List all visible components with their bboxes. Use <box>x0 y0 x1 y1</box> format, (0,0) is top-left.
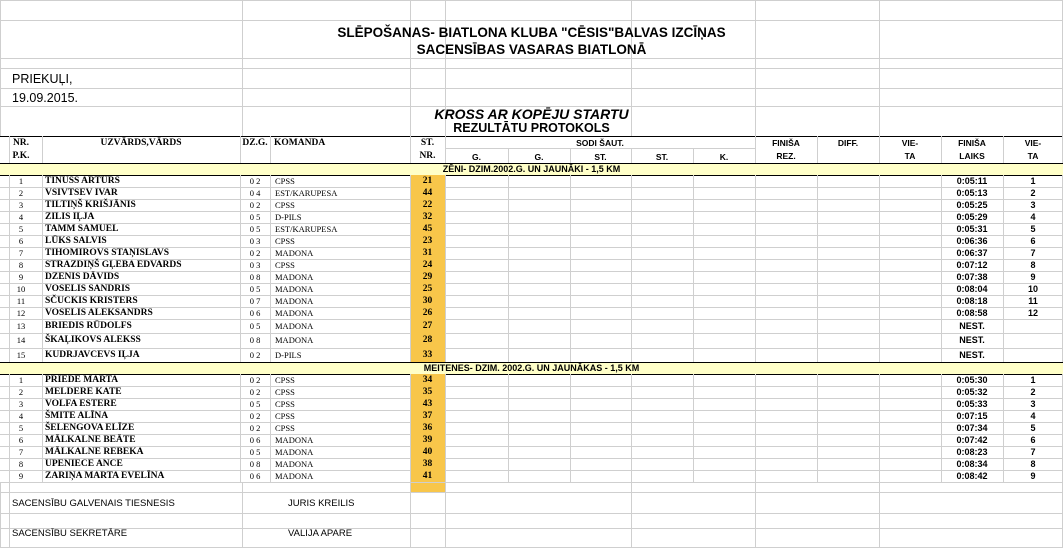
grid-line <box>410 482 411 547</box>
athlete-name: LŪKS SALVIS <box>45 236 107 246</box>
row-number: 1 <box>18 176 24 186</box>
column-divider <box>941 175 942 362</box>
column-header-vieta1: VIE- <box>1024 138 1042 148</box>
table-row <box>0 175 1063 187</box>
finish-time: 0:08:34 <box>956 459 988 469</box>
birth-year: 0 5 <box>249 447 261 457</box>
column-divider <box>240 374 241 482</box>
finish-time: 0:05:11 <box>956 176 988 186</box>
athlete-name: UPENIECE ANCE <box>45 459 123 469</box>
column-divider <box>879 175 880 362</box>
birth-year: 0 5 <box>249 321 261 331</box>
athlete-name: ŠMITE ALĪNA <box>45 411 109 421</box>
row-number: 12 <box>16 308 26 318</box>
grid-line <box>0 482 1063 483</box>
row-number: 13 <box>16 321 26 331</box>
finish-time: 0:08:42 <box>956 471 988 481</box>
start-number: 27 <box>422 321 433 331</box>
place: 1 <box>1030 176 1036 186</box>
table-row <box>0 223 1063 235</box>
table-row <box>0 271 1063 283</box>
athlete-name: VOSELIS SANDRIS <box>45 284 131 294</box>
column-header-nr2: P.K. <box>12 151 30 161</box>
place: 2 <box>1030 188 1036 198</box>
row-number: 8 <box>18 459 24 469</box>
birth-year: 0 8 <box>249 459 261 469</box>
athlete-name: STRAZDIŅŠ GĻEBA EDVARDS <box>45 260 182 270</box>
table-row <box>0 199 1063 211</box>
column-header-ftime1: FINIŠA <box>958 138 986 148</box>
place: 5 <box>1030 224 1036 234</box>
column-divider <box>693 374 694 482</box>
athlete-name: ZARIŅA MARTA EVELĪNA <box>45 471 165 481</box>
column-header-nr1: NR. <box>12 138 30 148</box>
team-name: CPSS <box>275 399 295 409</box>
table-row <box>0 446 1063 458</box>
start-number: 29 <box>422 272 433 282</box>
start-number: 26 <box>422 308 433 318</box>
birth-year: 0 3 <box>249 236 261 246</box>
column-header-name: UZVĀRDS,VĀRDS <box>100 138 182 148</box>
column-header-g2: G. <box>534 152 544 162</box>
finish-time: 0:07:15 <box>956 411 988 421</box>
start-number: 35 <box>422 387 433 397</box>
team-name: CPSS <box>275 375 295 385</box>
start-number: 40 <box>422 447 433 457</box>
athlete-name: SČUCKIS KRISTERS <box>45 296 138 306</box>
grid-line <box>9 482 10 547</box>
team-name: MADONA <box>275 471 314 481</box>
row-number: 11 <box>16 296 26 306</box>
column-divider <box>570 374 571 482</box>
column-header-place2: TA <box>904 151 916 161</box>
team-name: CPSS <box>275 411 295 421</box>
penalty-sub-border <box>445 148 755 149</box>
birth-year: 0 6 <box>249 471 261 481</box>
birth-year: 0 6 <box>249 308 261 318</box>
start-number: 30 <box>422 296 433 306</box>
column-divider <box>631 374 632 482</box>
row-number: 6 <box>18 236 24 246</box>
start-number: 44 <box>422 188 433 198</box>
birth-year: 0 5 <box>249 399 261 409</box>
birth-year: 0 2 <box>249 200 261 210</box>
date-text: 19.09.2015. <box>12 91 79 105</box>
place: 5 <box>1030 423 1036 433</box>
finish-time: 0:07:12 <box>956 260 988 270</box>
grid-line <box>631 482 632 547</box>
team-name: CPSS <box>275 423 295 433</box>
table-row <box>0 470 1063 482</box>
finish-time: 0:07:38 <box>956 272 988 282</box>
row-number: 5 <box>18 224 24 234</box>
column-header-finish2: REZ. <box>776 151 796 161</box>
athlete-name: PRIEDE MARTA <box>45 375 119 385</box>
place: 3 <box>1030 399 1036 409</box>
table-row <box>0 235 1063 247</box>
place: 9 <box>1030 272 1036 282</box>
place: 11 <box>1028 296 1038 306</box>
grid-line <box>755 482 756 547</box>
table-row <box>0 259 1063 271</box>
place: 12 <box>1027 308 1038 318</box>
team-name: MADONA <box>275 459 314 469</box>
column-divider <box>445 175 446 362</box>
team-name: EST/KARUPESA <box>275 224 338 234</box>
table-row <box>0 434 1063 446</box>
row-number: 5 <box>18 423 24 433</box>
row-number: 7 <box>18 447 24 457</box>
official-role: SACENSĪBU SEKRETĀRE <box>12 528 128 539</box>
birth-year: 0 2 <box>249 387 261 397</box>
column-header-st2: NR. <box>419 151 436 161</box>
column-divider <box>570 175 571 362</box>
team-name: MADONA <box>275 435 314 445</box>
column-header-penalty: SODI ŠAUT. <box>576 138 624 148</box>
place: 8 <box>1030 260 1036 270</box>
place: 7 <box>1030 447 1036 457</box>
birth-year: 0 2 <box>249 411 261 421</box>
column-header-vieta2: TA <box>1027 151 1039 161</box>
column-header-diff: DIFF. <box>837 138 859 148</box>
column-divider <box>410 374 411 482</box>
athlete-name: VOLFA ESTERE <box>45 399 117 409</box>
birth-year: 0 8 <box>249 272 261 282</box>
start-number: 33 <box>422 350 433 360</box>
team-name: MADONA <box>275 447 314 457</box>
table-row <box>0 333 1063 348</box>
column-header-team: KOMANDA <box>274 138 326 148</box>
column-header-ftime2: LAIKS <box>959 151 985 161</box>
column-divider <box>445 374 446 482</box>
official-name: VALIJA APARE <box>288 528 353 539</box>
group-header-label: ZĒNI- DZIM.2002.G. UN JAUNĀKI - 1,5 KM <box>442 164 621 174</box>
column-divider <box>755 374 756 482</box>
column-divider <box>410 175 411 362</box>
start-number: 39 <box>422 435 433 445</box>
athlete-name: VOSELIS ALEKSANDRS <box>45 308 153 318</box>
column-divider <box>1003 175 1004 362</box>
team-name: MADONA <box>275 321 314 331</box>
row-number: 4 <box>18 212 24 222</box>
column-header-st-b: ST. <box>655 152 669 162</box>
start-number: 25 <box>422 284 433 294</box>
team-name: MADONA <box>275 248 314 258</box>
table-row <box>0 307 1063 319</box>
table-row <box>0 458 1063 470</box>
team-name: MADONA <box>275 272 314 282</box>
row-number: 3 <box>18 200 24 210</box>
grid-line <box>445 482 446 547</box>
athlete-name: TAMM SAMUEL <box>45 224 119 234</box>
start-number: 21 <box>422 176 433 186</box>
grid-line <box>0 20 1063 21</box>
finish-time: 0:06:36 <box>956 236 988 246</box>
team-name: CPSS <box>275 200 295 210</box>
start-number: 43 <box>422 399 433 409</box>
grid-line <box>242 482 243 547</box>
start-number: 31 <box>422 248 433 258</box>
row-number: 6 <box>18 435 24 445</box>
header-top-border <box>0 136 1063 137</box>
column-header-place1: VIE- <box>901 138 919 148</box>
finish-time: 0:08:18 <box>956 296 988 306</box>
column-divider <box>508 374 509 482</box>
start-number: 45 <box>422 224 433 234</box>
column-divider <box>9 175 10 362</box>
finish-time: NEST. <box>959 350 985 360</box>
grid-line <box>0 68 1063 69</box>
grid-line <box>0 58 1063 59</box>
team-name: D-PILS <box>275 350 302 360</box>
place: 4 <box>1030 411 1036 421</box>
grid-line <box>0 0 1063 1</box>
team-name: MADONA <box>275 284 314 294</box>
row-number: 2 <box>18 387 24 397</box>
finish-time: 0:08:23 <box>956 447 988 457</box>
place: 6 <box>1030 435 1036 445</box>
finish-time: 0:05:31 <box>956 224 988 234</box>
birth-year: 0 2 <box>249 375 261 385</box>
team-name: CPSS <box>275 260 295 270</box>
column-header-dzg: DZ.G. <box>242 138 268 148</box>
place: 8 <box>1030 459 1036 469</box>
finish-time: 0:08:04 <box>956 284 988 294</box>
finish-time: 0:05:30 <box>956 375 988 385</box>
column-divider <box>941 374 942 482</box>
athlete-name: TINUSS ARTŪRS <box>45 176 120 186</box>
team-name: MADONA <box>275 308 314 318</box>
birth-year: 0 2 <box>249 248 261 258</box>
column-divider <box>755 175 756 362</box>
birth-year: 0 5 <box>249 284 261 294</box>
start-number: 24 <box>422 260 433 270</box>
column-divider <box>42 175 43 362</box>
table-row <box>0 211 1063 223</box>
athlete-name: ŠKAĻIKOVS ALEKSS <box>45 335 141 345</box>
finish-time: 0:05:25 <box>956 200 988 210</box>
start-number: 22 <box>422 200 433 210</box>
race-title: KROSS AR KOPĒJU STARTU <box>434 106 629 122</box>
grid-line <box>0 482 1 547</box>
row-number: 3 <box>18 399 24 409</box>
grid-line <box>879 482 880 547</box>
athlete-name: MĀLKALNE REBEKA <box>45 447 144 457</box>
title-line-1: SLĒPOŠANAS- BIATLONA KLUBA "CĒSIS"BALVAS IZCĪŅAS <box>337 25 726 40</box>
column-divider <box>1003 374 1004 482</box>
table-row <box>0 295 1063 307</box>
birth-year: 0 2 <box>249 176 261 186</box>
finish-time: 0:05:32 <box>956 387 988 397</box>
place: 6 <box>1030 236 1036 246</box>
start-number: 34 <box>422 375 433 385</box>
birth-year: 0 5 <box>249 224 261 234</box>
finish-time: NEST. <box>959 321 985 331</box>
place: 9 <box>1030 471 1036 481</box>
birth-year: 0 5 <box>249 212 261 222</box>
start-number: 28 <box>422 335 433 345</box>
finish-time: 0:05:29 <box>956 212 988 222</box>
finish-time: 0:07:42 <box>956 435 988 445</box>
athlete-name: MĀLKALNE BEĀTE <box>45 435 136 445</box>
row-number: 10 <box>16 284 26 294</box>
table-row <box>0 398 1063 410</box>
column-header-k: K. <box>719 152 729 162</box>
column-header-finish1: FINIŠA <box>772 138 800 148</box>
birth-year: 0 2 <box>249 423 261 433</box>
grid-line <box>0 88 1063 89</box>
start-number: 37 <box>422 411 433 421</box>
column-header-g1: G. <box>472 152 481 162</box>
venue-text: PRIEKUĻI, <box>12 72 73 86</box>
column-divider <box>693 175 694 362</box>
athlete-name: BRIEDIS RŪDOLFS <box>45 321 132 331</box>
column-header-st1: ST. <box>420 138 435 148</box>
finish-time: 0:06:37 <box>956 248 988 258</box>
column-divider <box>42 374 43 482</box>
row-number: 15 <box>16 350 26 360</box>
table-row <box>0 422 1063 434</box>
table-row <box>0 319 1063 333</box>
start-number: 36 <box>422 423 433 433</box>
grid-line <box>0 528 1063 529</box>
row-number: 2 <box>18 188 24 198</box>
grid-line <box>0 513 1063 514</box>
athlete-name: TIHOMIROVS STAŅISLAVS <box>45 248 169 258</box>
athlete-name: DZENIS DĀVIDS <box>45 272 120 282</box>
column-divider <box>508 175 509 362</box>
column-divider <box>270 175 271 362</box>
birth-year: 0 7 <box>249 296 261 306</box>
table-row <box>0 374 1063 386</box>
column-divider <box>817 175 818 362</box>
athlete-name: KUDRJAVCEVS IĻJA <box>45 350 140 360</box>
row-number: 9 <box>18 272 24 282</box>
column-divider <box>270 374 271 482</box>
official-role: SACENSĪBU GALVENAIS TIESNESIS <box>12 498 175 509</box>
finish-time: 0:05:33 <box>956 399 988 409</box>
finish-time: NEST. <box>959 335 985 345</box>
row-number: 1 <box>18 375 24 385</box>
column-divider <box>9 374 10 482</box>
grid-line <box>0 492 1063 493</box>
table-row <box>0 187 1063 199</box>
row-number: 7 <box>18 248 24 258</box>
official-name: JURIS KREILIS <box>288 498 355 509</box>
place: 3 <box>1030 200 1036 210</box>
protocol-title: REZULTĀTU PROTOKOLS <box>453 121 610 135</box>
row-number: 8 <box>18 260 24 270</box>
column-divider <box>817 374 818 482</box>
birth-year: 0 3 <box>249 260 261 270</box>
team-name: D-PILS <box>275 212 302 222</box>
start-number: 32 <box>422 212 433 222</box>
birth-year: 0 6 <box>249 435 261 445</box>
team-name: MADONA <box>275 335 314 345</box>
finish-time: 0:07:34 <box>956 423 988 433</box>
table-row <box>0 247 1063 259</box>
place: 7 <box>1030 248 1036 258</box>
birth-year: 0 8 <box>249 335 261 345</box>
athlete-name: MELDERE KATE <box>45 387 122 397</box>
place: 1 <box>1030 375 1036 385</box>
table-row <box>0 410 1063 422</box>
athlete-name: TILTIŅŠ KRIŠJĀNIS <box>45 200 136 210</box>
row-number: 4 <box>18 411 24 421</box>
start-number: 41 <box>422 471 433 481</box>
start-number: 23 <box>422 236 433 246</box>
column-header-st-a: ST. <box>594 152 607 162</box>
team-name: EST/KARUPESA <box>275 188 338 198</box>
place: 4 <box>1030 212 1036 222</box>
place: 2 <box>1030 387 1036 397</box>
athlete-name: VSIVTSEV IVAR <box>45 188 118 198</box>
column-divider <box>879 374 880 482</box>
team-name: CPSS <box>275 236 295 246</box>
athlete-name: ZILIS IĻJA <box>45 212 95 222</box>
finish-time: 0:05:13 <box>956 188 988 198</box>
column-divider <box>240 175 241 362</box>
place: 10 <box>1027 284 1038 294</box>
birth-year: 0 2 <box>249 350 261 360</box>
group-header-label: MEITENES- DZIM. 2002.G. UN JAUNĀKAS - 1,5 KM <box>423 363 640 373</box>
team-name: CPSS <box>275 387 295 397</box>
finish-time: 0:08:58 <box>956 308 988 318</box>
start-number: 38 <box>422 459 433 469</box>
birth-year: 0 4 <box>249 188 261 198</box>
team-name: MADONA <box>275 296 314 306</box>
table-row <box>0 348 1063 362</box>
start-number-cell <box>410 482 445 492</box>
column-divider <box>631 175 632 362</box>
table-row <box>0 386 1063 398</box>
title-line-2: SACENSĪBAS VASARAS BIATLONĀ <box>416 42 647 57</box>
team-name: CPSS <box>275 176 295 186</box>
table-row <box>0 283 1063 295</box>
row-number: 9 <box>18 471 24 481</box>
athlete-name: ŠELENGOVA ELĪZE <box>45 423 135 433</box>
row-number: 14 <box>16 335 26 345</box>
